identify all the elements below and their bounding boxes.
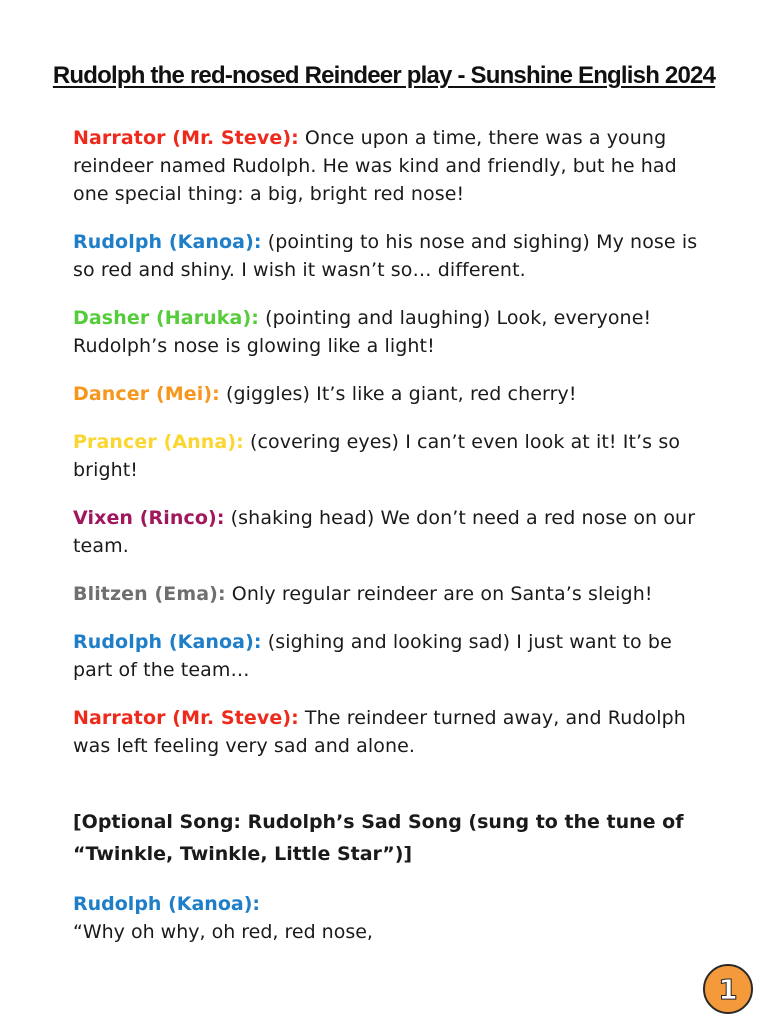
dialogue-text: (shaking head) We don’t need a red nose on our team. <box>73 507 696 557</box>
dialogue-text: (pointing to his nose and sighing) My nose is so red and shiny. I wish it wasn’t so… different. <box>73 231 698 281</box>
dialogue-text: (covering eyes) I can’t even look at it! It’s so bright! <box>73 431 681 481</box>
dialogue-text: Once upon a time, there was a young reindeer named Rudolph. He was kind and friendly, but he had one special thing: a big, bright red nose! <box>73 127 677 205</box>
speaker-rudolph: Rudolph (Kanoa): <box>73 631 262 653</box>
script-line-rudolph-1 <box>73 228 703 284</box>
song-heading: [Optional Song: Rudolph’s Sad Song (sung to the tune of “Twinkle, Twinkle, Little Star”)] <box>73 811 684 865</box>
script-line-prancer <box>73 428 703 484</box>
song-speaker-line <box>73 890 703 918</box>
dialogue-text: (sighing and looking sad) I just want to be part of the team… <box>73 631 672 681</box>
page-title: Rudolph the red-nosed Reindeer play - Sunshine English 2024 <box>52 62 716 89</box>
speaker-narrator: Narrator (Mr. Steve): <box>73 707 299 729</box>
song-lyric-line: “Why oh why, oh red, red nose, <box>73 921 373 943</box>
speaker-blitzen: Blitzen (Ema): <box>73 583 226 605</box>
play-script <box>73 124 703 946</box>
script-line-dasher <box>73 304 703 360</box>
speaker-dasher: Dasher (Haruka): <box>73 307 259 329</box>
script-line-rudolph-2 <box>73 628 703 684</box>
script-line-vixen <box>73 504 703 560</box>
dialogue-text: The reindeer turned away, and Rudolph was left feeling very sad and alone. <box>73 707 686 757</box>
speaker-dancer: Dancer (Mei): <box>73 383 220 405</box>
script-line-blitzen <box>73 580 703 608</box>
dialogue-text: (pointing and laughing) Look, everyone! Rudolph’s nose is glowing like a light! <box>73 307 652 357</box>
speaker-rudolph: Rudolph (Kanoa): <box>73 231 262 253</box>
script-line-narrator-2 <box>73 704 703 760</box>
speaker-prancer: Prancer (Anna): <box>73 431 244 453</box>
speaker-narrator: Narrator (Mr. Steve): <box>73 127 299 149</box>
page-number-badge: 1 <box>703 964 753 1014</box>
script-line-dancer <box>73 380 703 408</box>
speaker-rudolph: Rudolph (Kanoa): <box>73 893 260 915</box>
speaker-vixen: Vixen (Rinco): <box>73 507 225 529</box>
dialogue-text: (giggles) It’s like a giant, red cherry! <box>219 383 577 405</box>
script-line-narrator-1 <box>73 124 703 208</box>
dialogue-text: Only regular reindeer are on Santa’s sleigh! <box>225 583 653 605</box>
